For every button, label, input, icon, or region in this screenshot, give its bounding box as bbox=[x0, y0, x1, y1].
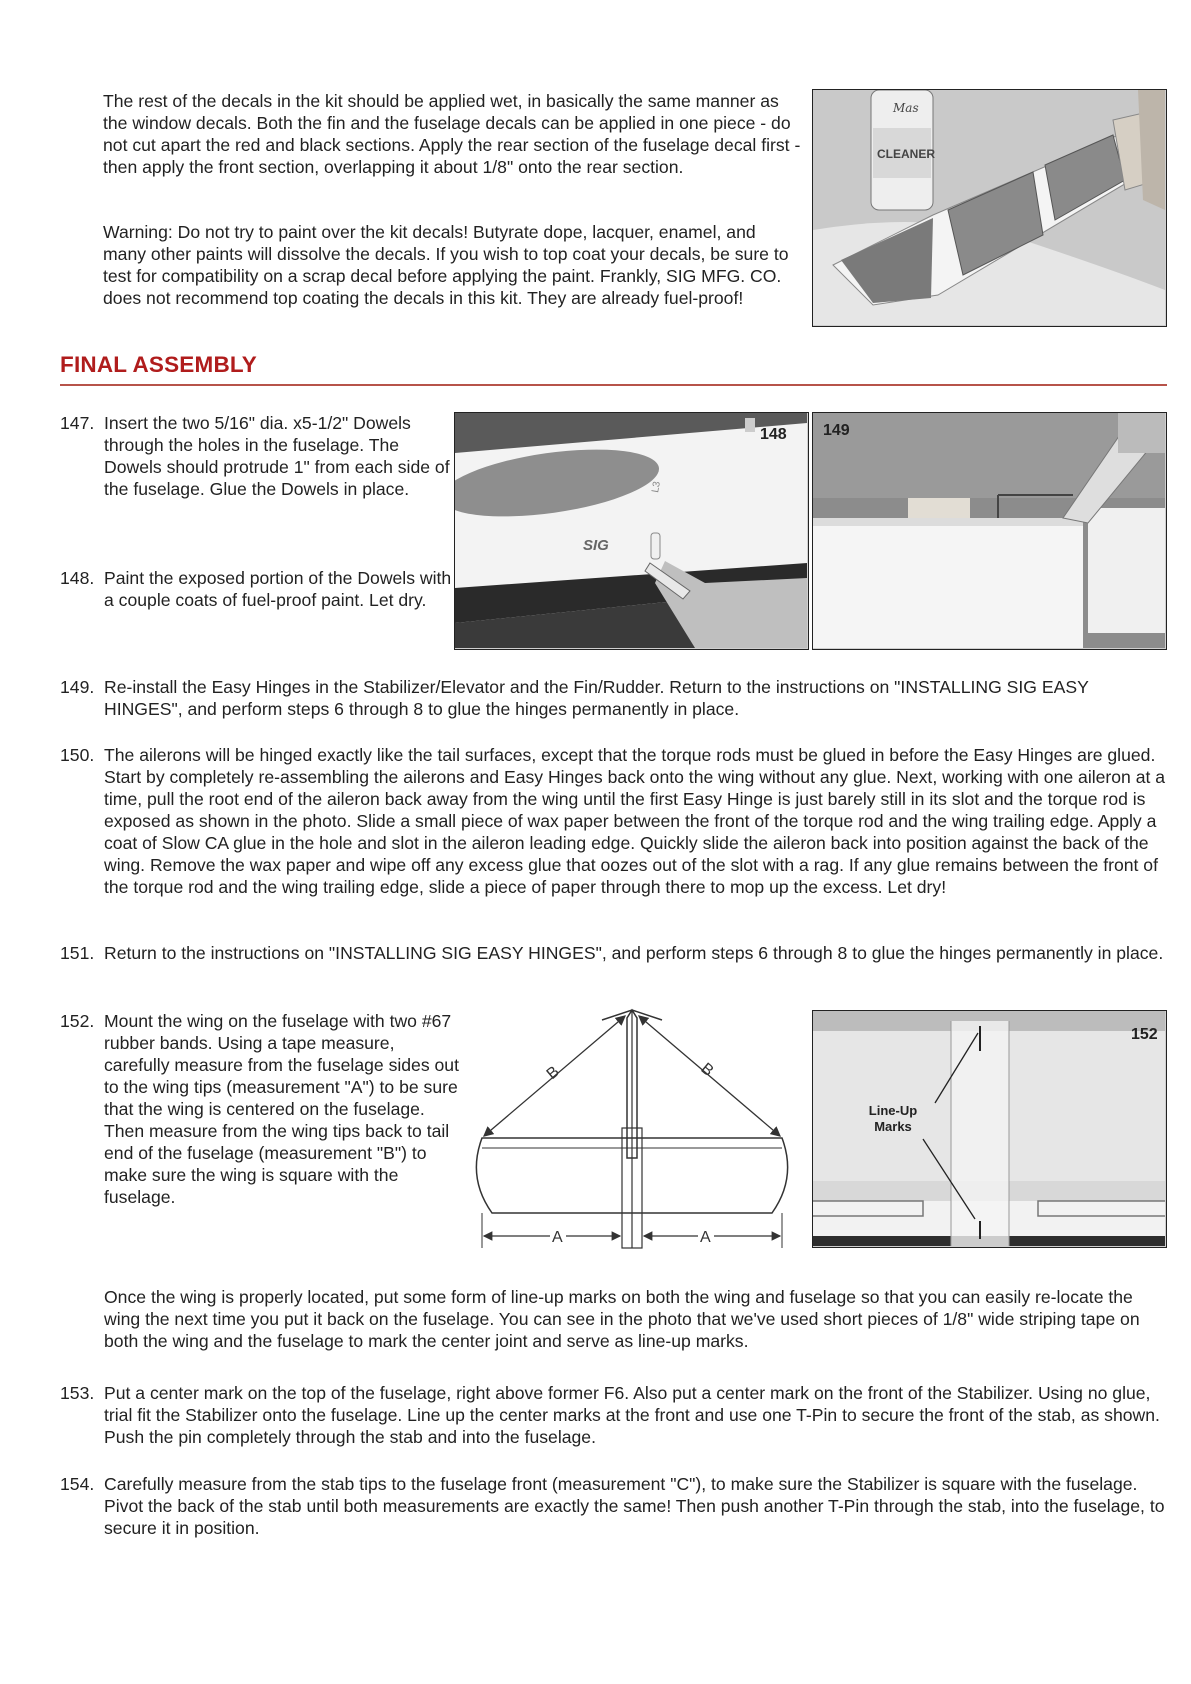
step-151 bbox=[60, 942, 1167, 964]
bottle-label-text: CLEANER bbox=[877, 147, 936, 161]
label-b-right: B bbox=[697, 1060, 717, 1080]
step-text: Carefully measure from the stab tips to the fuselage front (measurement "C"), to make sure the Stabilizer is square with the fuselage. Pivot the back of the stab until both measurements are exactly the same! Then push another T-Pin through the stab, into the fuselage, to secure it in position. bbox=[104, 1474, 1165, 1538]
step-149 bbox=[60, 676, 1167, 720]
step-text: The ailerons will be hinged exactly like the tail surfaces, except that the torque rods must be glued in before the Easy Hinges are glued. Start by completely re-assembling the ailerons and Easy Hinges back onto the wing without any glue. Next, working with one aileron at a time, pull the root end of the aileron back away from the wing until the first Easy Hinge is just barely still in its slot and the torque rod is exposed as shown in the photo. Slide a small piece of wax paper between the front of the torque rod and the wing trailing edge. Apply a coat of Slow CA glue in the hole and slot in the aileron leading edge. Quickly slide the aileron back into position against the back of the wing. Remove the wax paper and wipe off any excess glue that oozes out of the slot with a rag. If any glue remains between the front of the torque rod and the wing trailing edge, slide a piece of paper through there to mop up the excess. Let dry! bbox=[104, 745, 1166, 897]
step-text: Mount the wing on the fuselage with two #67 rubber bands. Using a tape measure, carefully measure from the fuselage sides out to the wing tips (measurement "A") to be sure that the wing is centered on the fuselage. Then measure from the wing tips back to tail end of the fuselage (measurement "B") to make sure the wing is square with the fuselage. bbox=[104, 1011, 459, 1207]
fuselage-mark-text: L3 bbox=[650, 480, 663, 494]
intro-paragraph-1: The rest of the decals in the kit should be applied wet, in basically the same manner as the window decals. Both the fin and the fuselage decals can be applied in one piece - do not cut apart the red and black sections. Apply the rear section of the fuselage decal first - then apply the front section, overlapping it about 1/8" onto the rear section. bbox=[103, 91, 801, 177]
intro-paragraph-2: Warning: Do not try to paint over the kit decals! Butyrate dope, lacquer, enamel, and many other paints will dissolve the decals. If you wish to top coat your decals, be sure to test for compatibility on a scrap decal before applying the paint. Frankly, SIG MFG. CO. does not recommend top coating the decals in this kit. They are already fuel-proof! bbox=[103, 222, 789, 308]
step-number: 149. bbox=[60, 677, 95, 697]
step-text: Put a center mark on the top of the fuselage, right above former F6. Also put a center mark on the front of the Stabilizer. Using no glue, trial fit the Stabilizer onto the fuselage. Line up the center marks at the front and use one T-Pin to secure the front of the stab, as shown. Push the pin completely through the stab and into the fuselage. bbox=[104, 1383, 1160, 1447]
step-153 bbox=[60, 1382, 1167, 1448]
decal-application-photo bbox=[812, 89, 1167, 327]
step-152-followup: Once the wing is properly located, put some form of line-up marks on both the wing and fuselage so that you can easily re-locate the wing the next time you put it back on the fuselage. You can see in the photo that we've used short pieces of 1/8" wide striping tape on both the wing and the fuselage to mark the center joint and serve as line-up marks. bbox=[104, 1287, 1140, 1351]
step-number: 154. bbox=[60, 1474, 95, 1494]
photo-152 bbox=[812, 1010, 1167, 1248]
step-text: Insert the two 5/16" dia. x5-1/2" Dowels through the holes in the fuselage. The Dowels should protrude 1" from each side of the fuselage. Glue the Dowels in place. bbox=[104, 413, 450, 499]
label-a-left: A bbox=[552, 1229, 563, 1246]
photo-148-number: 148 bbox=[760, 426, 787, 443]
section-divider bbox=[60, 384, 1167, 386]
label-b-left: B bbox=[543, 1063, 563, 1084]
step-number: 152. bbox=[60, 1011, 95, 1031]
step-150 bbox=[60, 744, 1167, 898]
step-number: 151. bbox=[60, 943, 95, 963]
step-number: 147. bbox=[60, 413, 95, 433]
step-number: 148. bbox=[60, 568, 95, 588]
step-148 bbox=[60, 567, 455, 611]
line-up-marks-callout: Line-Up Marks bbox=[868, 1103, 918, 1134]
step-number: 153. bbox=[60, 1383, 95, 1403]
step-147 bbox=[60, 412, 455, 500]
wing-alignment-diagram bbox=[472, 1008, 792, 1253]
bottle-brand-text: Mas bbox=[893, 101, 919, 115]
label-a-right: A bbox=[700, 1229, 711, 1246]
photo-152-number: 152 bbox=[1131, 1026, 1158, 1043]
step-154 bbox=[60, 1473, 1167, 1539]
step-152 bbox=[60, 1010, 460, 1208]
photo-149-number: 149 bbox=[823, 422, 850, 439]
step-number: 150. bbox=[60, 745, 95, 765]
step-text: Paint the exposed portion of the Dowels with a couple coats of fuel-proof paint. Let dry. bbox=[104, 568, 452, 610]
sig-logo-text: SIG bbox=[583, 537, 609, 554]
step-text: Return to the instructions on "INSTALLING SIG EASY HINGES", and perform steps 6 through 8 to glue the hinges permanently in place. bbox=[104, 943, 1164, 963]
photo-149 bbox=[812, 412, 1167, 650]
step-text: Re-install the Easy Hinges in the Stabilizer/Elevator and the Fin/Rudder. Return to the instructions on "INSTALLING SIG EASY HINGES", and perform steps 6 through 8 to glue the hinges permanently in place. bbox=[104, 677, 1089, 719]
section-title: FINAL ASSEMBLY bbox=[60, 352, 257, 377]
photo-148 bbox=[454, 412, 809, 650]
